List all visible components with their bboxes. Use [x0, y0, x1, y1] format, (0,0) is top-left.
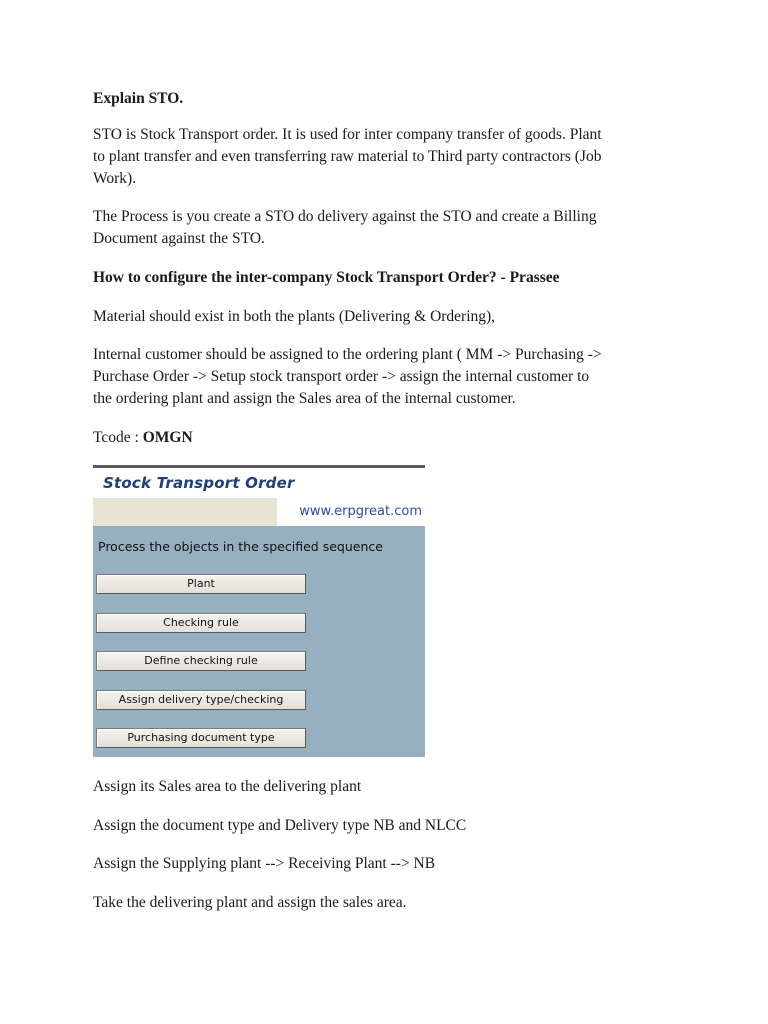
- process-paragraph-line: Document against the STO.: [93, 230, 265, 247]
- sap-screen-title: Stock Transport Order: [103, 474, 295, 492]
- watermark-text: www.erpgreat.com: [277, 498, 425, 526]
- tcode-line: [93, 427, 693, 448]
- step-line: Assign the document type and Delivery type NB and NLCC: [93, 817, 467, 834]
- heading-explain-sto: Explain STO.: [93, 90, 184, 107]
- tcode-label: Tcode :: [93, 429, 143, 446]
- sap-instruction: Process the objects in the specified sequence: [98, 539, 383, 554]
- sap-screenshot: [93, 465, 425, 757]
- internal-customer-line: Purchase Order -> Setup stock transport order -> assign the internal customer to: [93, 368, 590, 385]
- material-paragraph: Material should exist in both the plants (Delivering & Ordering),: [93, 308, 496, 325]
- assign-delivery-type-button[interactable]: Assign delivery type/checking: [96, 690, 306, 710]
- internal-customer-line: Internal customer should be assigned to the ordering plant ( MM -> Purchasing ->: [93, 346, 602, 363]
- sto-paragraph-line: Work).: [93, 170, 137, 187]
- sto-paragraph-line: to plant transfer and even transferring raw material to Third party contractors (Job: [93, 148, 602, 165]
- define-checking-rule-button[interactable]: Define checking rule: [96, 651, 306, 671]
- sto-paragraph-line: STO is Stock Transport order. It is used for inter company transfer of goods. Plant: [93, 126, 602, 143]
- checking-rule-button[interactable]: Checking rule: [96, 613, 306, 633]
- plant-button[interactable]: Plant: [96, 574, 306, 594]
- sap-title-bar: [93, 468, 425, 498]
- step-line: Assign its Sales area to the delivering plant: [93, 778, 362, 795]
- purchasing-document-type-button[interactable]: Purchasing document type: [96, 728, 306, 748]
- tcode-value: OMGN: [142, 429, 193, 446]
- internal-customer-line: the ordering plant and assign the Sales area of the internal customer.: [93, 390, 516, 407]
- step-line: Take the delivering plant and assign the sales area.: [93, 894, 407, 911]
- heading-configure: How to configure the inter-company Stock Transport Order? - Prassee: [93, 269, 560, 286]
- process-paragraph-line: The Process is you create a STO do delivery against the STO and create a Billing: [93, 208, 597, 225]
- step-line: Assign the Supplying plant --> Receiving Plant --> NB: [93, 855, 436, 872]
